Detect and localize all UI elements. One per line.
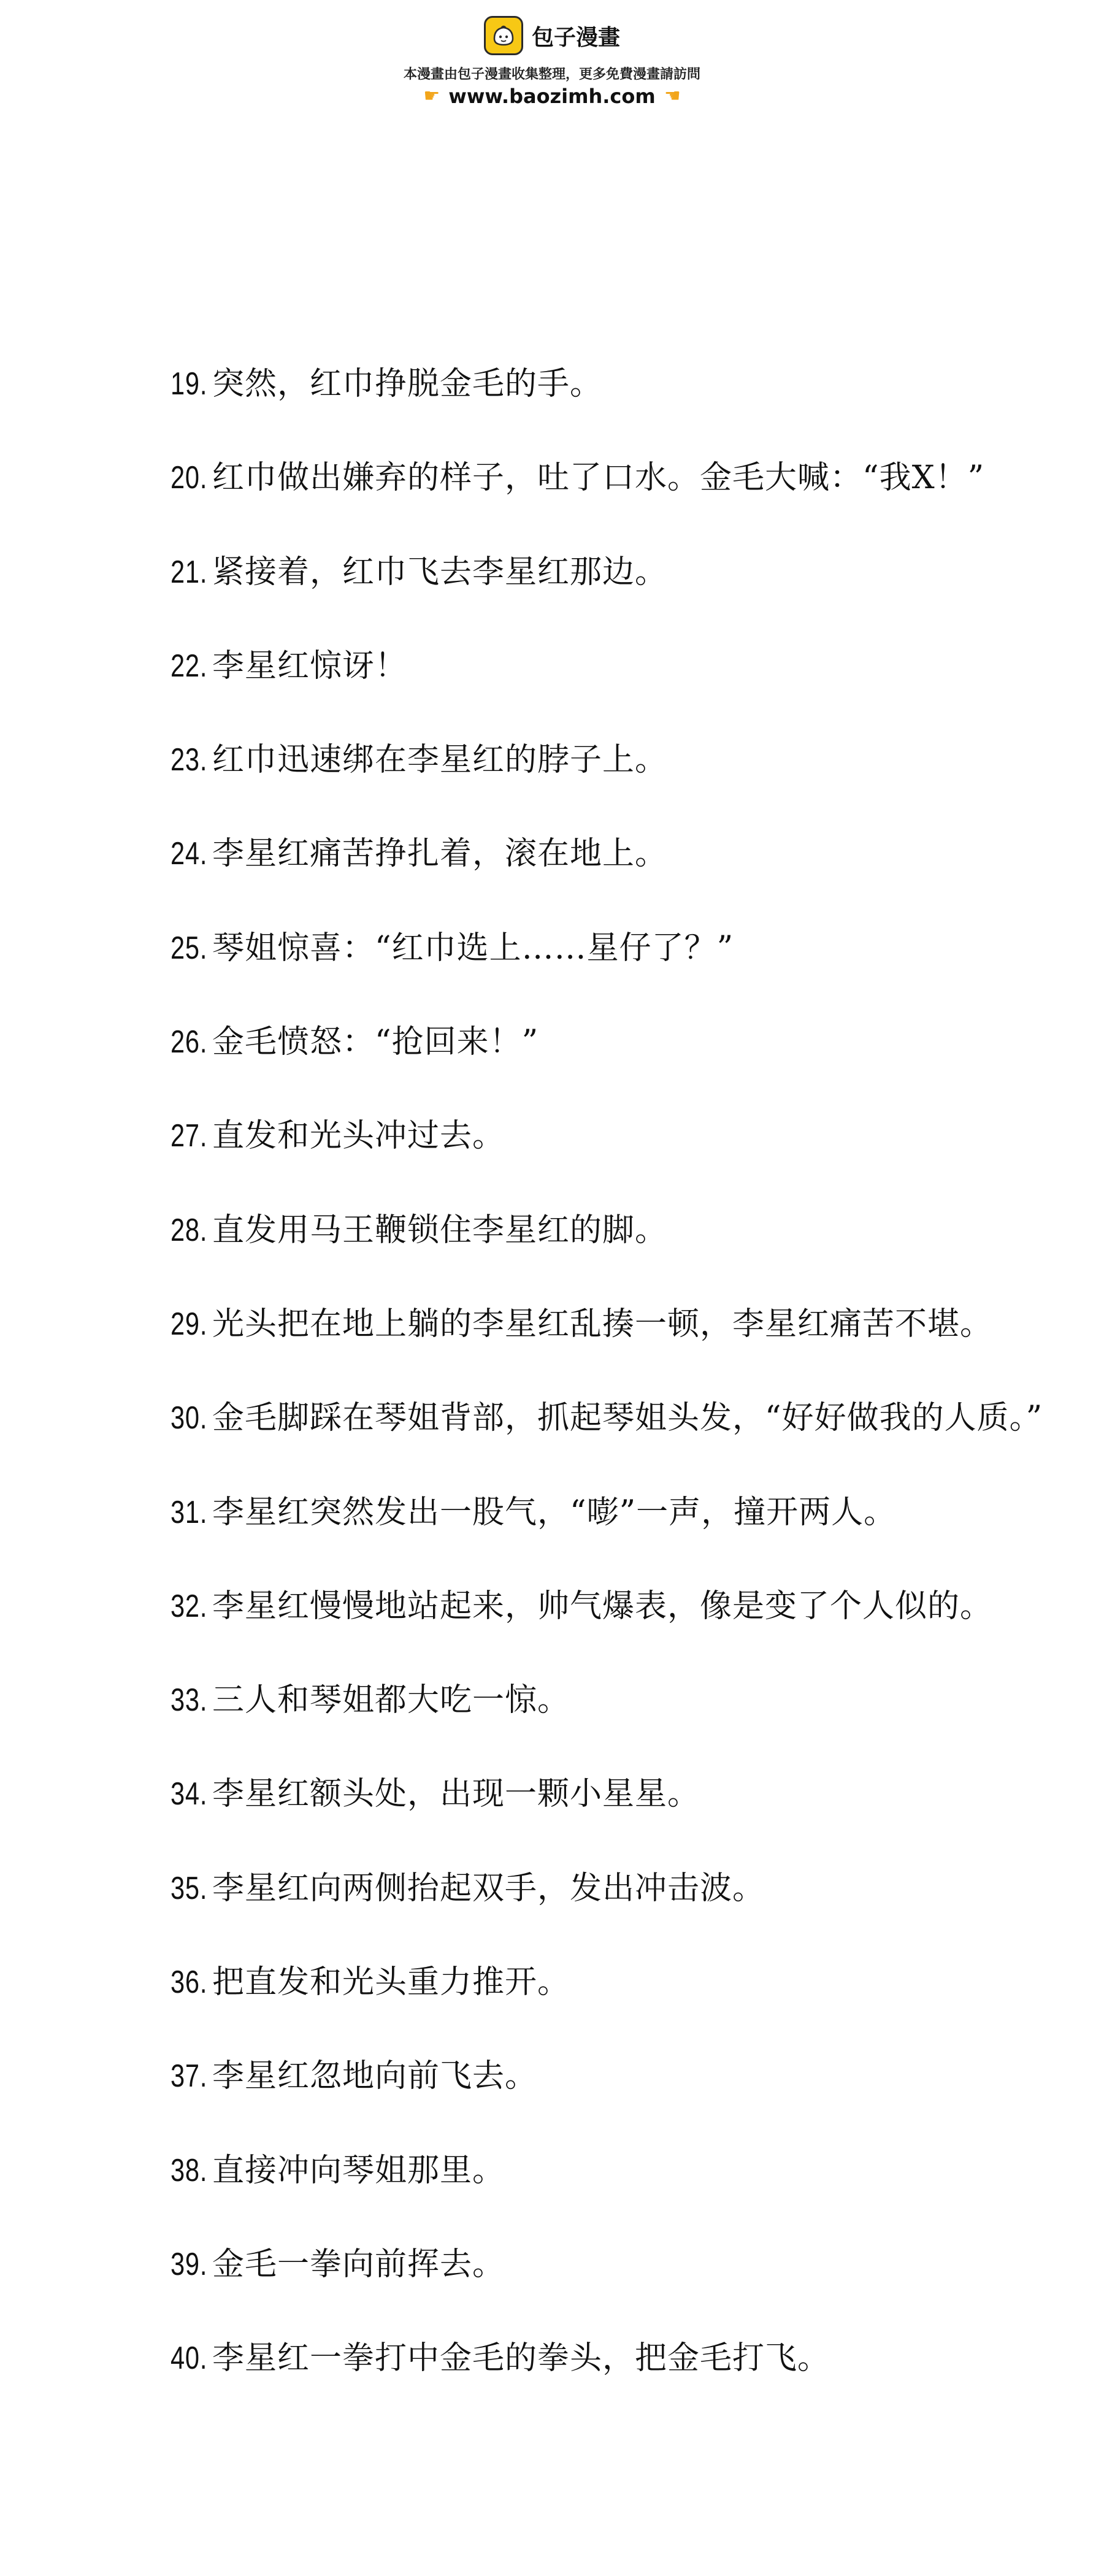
story-line-text: 李星红突然发出一股气，“嘭”一声，撞开两人。	[212, 1493, 897, 1531]
story-line	[171, 2152, 1066, 2248]
story-line-number: 31.	[171, 1494, 208, 1530]
story-line	[171, 835, 1066, 932]
story-line-number: 35.	[171, 1870, 208, 1906]
watermark-url[interactable]: www.baozimh.com	[448, 85, 656, 108]
story-line	[171, 1402, 1066, 1496]
story-line-number: 39.	[171, 2246, 208, 2282]
story-line-text: 三人和琴姐都大吃一惊。	[212, 1682, 570, 1719]
story-line	[171, 1684, 1066, 1778]
story-line	[171, 647, 1066, 744]
watermark-brand-name: 包子漫畫	[531, 25, 620, 50]
story-line	[171, 744, 1066, 838]
watermark-brand-row	[0, 13, 1104, 58]
story-line	[171, 553, 1066, 650]
story-line-number: 40.	[171, 2340, 208, 2377]
story-line	[171, 1869, 1066, 1966]
story-line	[171, 1117, 1066, 1214]
story-line-number: 36.	[171, 1965, 208, 2001]
story-line-number: 26.	[171, 1024, 208, 1060]
story-line	[171, 1305, 1066, 1402]
story-line-text: 李星红惊讶！	[212, 647, 408, 684]
story-line	[171, 2342, 1066, 2436]
story-line-number: 32.	[171, 1588, 208, 1624]
watermark-url-row	[0, 85, 1104, 108]
story-line-text: 李星红慢慢地站起来，帅气爆表，像是变了个人似的。	[212, 1587, 993, 1625]
story-line-text: 直发和光头冲过去。	[212, 1117, 505, 1155]
story-line-text: 琴姐惊喜：“红巾选上……星仔了？”	[212, 929, 734, 967]
story-line-number: 25.	[171, 930, 208, 966]
story-line-text: 红巾迅速绑在李星红的脖子上。	[212, 742, 668, 779]
story-line-number: 22.	[171, 648, 208, 684]
story-line-text: 直发用马王鞭锁住李星红的脚。	[212, 1211, 668, 1249]
story-line-text: 突然，红巾挣脱金毛的手。	[212, 366, 603, 402]
story-line	[171, 459, 1066, 556]
story-line-number: 24.	[171, 836, 208, 872]
story-line-text: 李星红痛苦挣扎着，滚在地上。	[212, 835, 668, 873]
watermark-notice: 本漫畫由包子漫畫收集整理，更多免費漫畫請訪問	[403, 67, 700, 82]
story-line-text: 李星红向两侧抬起双手，发出冲击波。	[212, 1869, 765, 1907]
story-line-number: 21.	[171, 554, 208, 590]
story-line-text: 紧接着，红巾飞去李星红那边。	[212, 553, 668, 591]
pointing-hand-icon: ☛	[664, 85, 681, 107]
story-line	[171, 2060, 1066, 2154]
watermark-header	[0, 0, 1104, 110]
story-line	[171, 2245, 1066, 2342]
story-line-number: 19.	[171, 366, 208, 402]
story-line-text: 金毛一拳向前挥去。	[212, 2245, 505, 2283]
story-line	[171, 1026, 1066, 1120]
story-line-number: 34.	[171, 1776, 208, 1812]
story-line-number: 23.	[171, 742, 208, 778]
story-line-number: 29.	[171, 1306, 208, 1342]
story-line-number: 27.	[171, 1118, 208, 1154]
baozi-bun-logo-icon	[484, 16, 523, 55]
story-line-number: 37.	[171, 2058, 208, 2095]
story-line-text: 金毛愤怒：“抢回来！”	[212, 1024, 539, 1061]
story-line	[171, 1493, 1066, 1590]
story-line	[171, 1778, 1066, 1872]
story-line	[171, 1211, 1066, 1308]
story-line	[171, 1587, 1066, 1684]
story-line	[171, 1966, 1066, 2060]
story-line-text: 红巾做出嫌弃的样子，吐了口水。金毛大喊：“我X！”	[212, 459, 985, 497]
story-line-text: 直接冲向琴姐那里。	[212, 2152, 505, 2189]
story-line-text: 金毛脚踩在琴姐背部，抓起琴姐头发，“好好做我的人质。”	[212, 1400, 1043, 1437]
story-line-number: 30.	[171, 1400, 208, 1436]
story-line-number: 38.	[171, 2152, 208, 2188]
story-line-text: 光头把在地上躺的李星红乱揍一顿，李星红痛苦不堪。	[212, 1305, 993, 1343]
story-line-number: 28.	[171, 1212, 208, 1248]
pointing-hand-icon: ☛	[423, 85, 440, 107]
story-line-text: 李星红额头处，出现一颗小星星。	[212, 1776, 700, 1813]
story-line	[171, 929, 1066, 1026]
story-line-number: 20.	[171, 460, 208, 496]
story-line-text: 把直发和光头重力推开。	[212, 1964, 570, 2001]
story-line	[171, 368, 1066, 462]
story-line-text: 李星红忽地向前飞去。	[212, 2058, 538, 2095]
story-line-number: 33.	[171, 1682, 208, 1719]
story-line-list	[171, 368, 1066, 2437]
story-line-text: 李星红一拳打中金毛的拳头，把金毛打飞。	[212, 2340, 830, 2377]
